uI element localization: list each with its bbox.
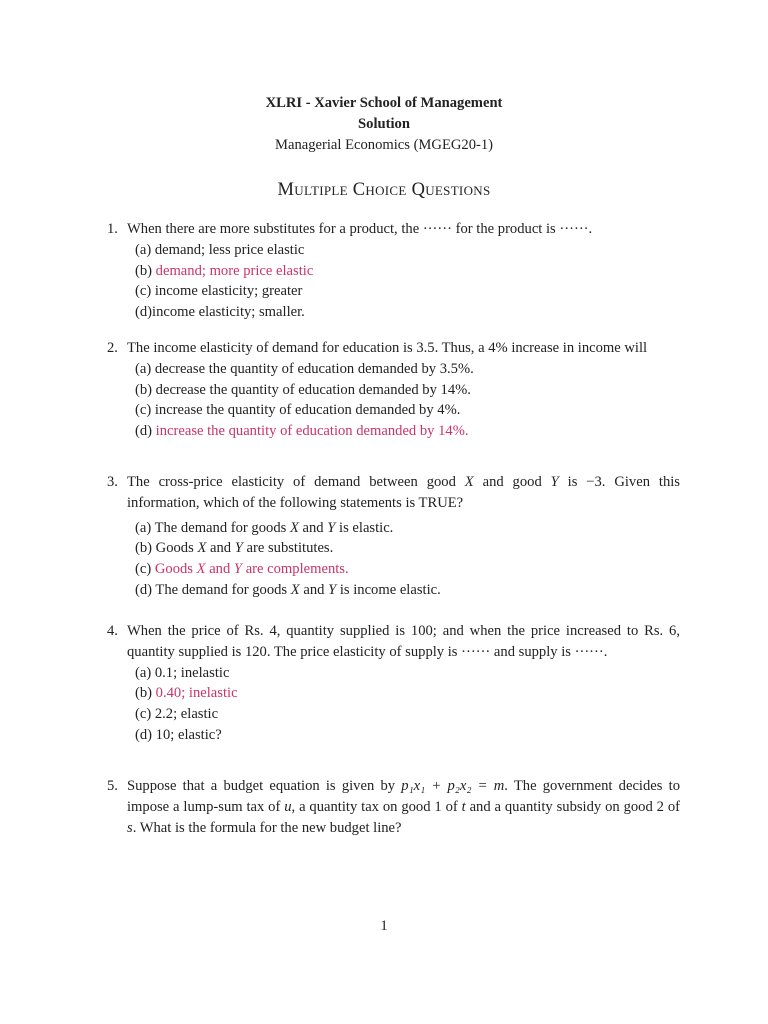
course-name: Managerial Economics (MGEG20-1) (274, 137, 494, 153)
option-d (135, 421, 680, 442)
institution-title: XLRI - Xavier School of Management (265, 95, 503, 111)
correct-answer: demand; more price elastic (155, 262, 314, 279)
option-c (135, 559, 680, 580)
question-5 (107, 776, 680, 838)
option-a: (a) decrease the quantity of education demanded by 3.5%. (135, 360, 474, 377)
option-c: (c) increase the quantity of education demanded by 4%. (135, 402, 461, 419)
question-4 (107, 621, 680, 746)
option-c: (c) income elasticity; greater (135, 283, 303, 300)
option-b: (b) Goods X and Y are substitutes. (135, 540, 334, 557)
question-text: When there are more substitutes for a product, the ······ for the product is ······. (127, 221, 593, 237)
correct-answer: increase the quantity of education demanded by 14%. (155, 423, 469, 440)
question-text: Suppose that a budget equation is given by p₁x₁ + p₂x₂ = m. The government decides to impose a lump-sum tax of u, a quantity tax on good 1 of t and a quantity subsidy on good 2 of s. What is the formula for the new budget line? (127, 778, 681, 836)
question-text: When the price of Rs. 4, quantity supplied is 100; and when the price increased to Rs. 6, quantity supplied is 120. The price elasticity of supply is ······ and supply is ······. (127, 623, 680, 660)
correct-answer: 0.40; inelastic (155, 685, 238, 702)
option-b (135, 683, 680, 704)
document-type: Solution (358, 116, 410, 132)
question-1 (107, 219, 680, 323)
option-d: (d)income elasticity; smaller. (135, 304, 305, 321)
question-text: The cross-price elasticity of demand between good X and good Y is −3. Given this information, which of the following statements is TRUE? (127, 474, 680, 511)
question-number: 5. (107, 778, 118, 794)
question-number: 4. (107, 623, 118, 639)
option-d: (d) The demand for goods X and Y is income elastic. (135, 581, 441, 598)
option-a: (a) 0.1; inelastic (135, 664, 230, 681)
option-label: (b) (135, 262, 156, 279)
option-c: (c) 2.2; elastic (135, 706, 219, 723)
question-text: The income elasticity of demand for education is 3.5. Thus, a 4% increase in income will (127, 340, 648, 356)
budget-equation: p₁x₁ + p₂x₂ = m (401, 778, 505, 794)
option-d: (d) 10; elastic? (135, 726, 222, 743)
option-a: (a) demand; less price elastic (135, 241, 305, 258)
option-label: (c) (135, 561, 155, 578)
question-2 (107, 338, 680, 442)
question-3 (107, 472, 680, 601)
section-title: Multiple Choice Questions (277, 180, 491, 200)
option-b: (b) decrease the quantity of education demanded by 14%. (135, 381, 471, 398)
option-label: (b) (135, 685, 156, 702)
question-number: 2. (107, 340, 118, 356)
page-number: 1 (380, 918, 388, 934)
option-b (135, 261, 680, 282)
option-label: (d) (135, 423, 156, 440)
option-a: (a) The demand for goods X and Y is elastic. (135, 519, 394, 536)
question-number: 1. (107, 221, 118, 237)
question-number: 3. (107, 474, 118, 490)
correct-answer: Goods X and Y are complements. (154, 561, 349, 578)
